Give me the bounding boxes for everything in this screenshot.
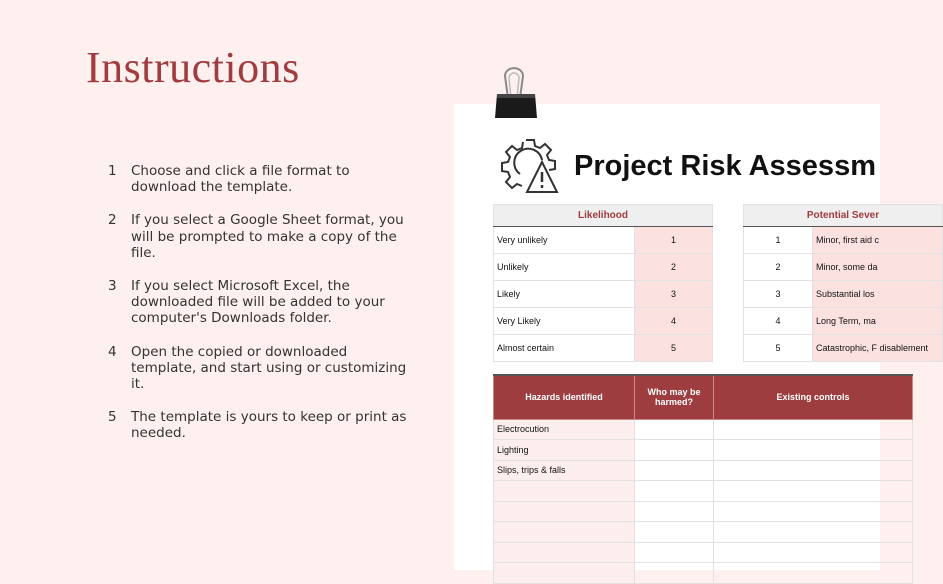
table-row (494, 254, 713, 281)
table-row (494, 308, 713, 335)
hazard-cell[interactable] (494, 501, 635, 522)
table-row (494, 227, 713, 254)
severity-score: 2 (744, 254, 813, 281)
likelihood-score: 1 (635, 227, 713, 254)
likelihood-label: Almost certain (494, 335, 635, 362)
who-harmed-cell[interactable] (635, 419, 714, 440)
likelihood-table (493, 204, 713, 362)
severity-score: 3 (744, 281, 813, 308)
hazard-cell[interactable]: Electrocution (494, 419, 635, 440)
severity-score: 4 (744, 308, 813, 335)
instruction-step (108, 163, 408, 195)
hazard-cell[interactable] (494, 481, 635, 502)
step-number: 4 (108, 343, 117, 360)
table-row (744, 281, 943, 308)
instruction-step (108, 278, 408, 327)
existing-controls-header: Existing controls (714, 375, 913, 419)
step-text: The template is yours to keep or print as needed. (131, 409, 407, 442)
severity-description: Long Term, ma (813, 308, 943, 335)
binder-clip-icon (494, 64, 538, 122)
template-preview[interactable] (454, 104, 929, 570)
likelihood-label: Very Likely (494, 308, 635, 335)
step-number: 5 (108, 409, 117, 426)
table-row (494, 440, 913, 461)
who-harmed-cell[interactable] (635, 440, 714, 461)
table-row (494, 419, 913, 440)
severity-description: Substantial los (813, 281, 943, 308)
likelihood-score: 4 (635, 308, 713, 335)
hazard-cell[interactable]: Lighting (494, 440, 635, 461)
who-harmed-cell[interactable] (635, 481, 714, 502)
table-row (494, 501, 913, 522)
step-text: Choose and click a file format to download the template. (131, 163, 350, 196)
table-row (494, 522, 913, 543)
table-row (494, 335, 713, 362)
table-row (494, 563, 913, 584)
who-harmed-header: Who may be harmed? (635, 375, 714, 419)
severity-score: 1 (744, 227, 813, 254)
gear-warning-icon (500, 136, 560, 194)
hazards-header: Hazards identified (494, 375, 635, 419)
table-row (744, 335, 943, 362)
table-row (494, 542, 913, 563)
existing-controls-cell[interactable] (714, 522, 913, 543)
who-harmed-cell[interactable] (635, 563, 714, 584)
existing-controls-cell[interactable] (714, 460, 913, 481)
table-row (494, 481, 913, 502)
table-row (494, 460, 913, 481)
table-row (744, 254, 943, 281)
severity-header: Potential Sever (744, 205, 943, 227)
instruction-step (108, 409, 408, 441)
table-row (494, 281, 713, 308)
page-title: Instructions (86, 43, 300, 92)
severity-table (743, 204, 943, 362)
step-number: 1 (108, 163, 117, 179)
existing-controls-cell[interactable] (714, 440, 913, 461)
existing-controls-cell[interactable] (714, 542, 913, 563)
existing-controls-cell[interactable] (714, 419, 913, 440)
table-row (744, 308, 943, 335)
document-title: Project Risk Assessm (574, 150, 876, 182)
hazard-cell[interactable] (494, 542, 635, 563)
likelihood-label: Unlikely (494, 254, 635, 281)
likelihood-score: 2 (635, 254, 713, 281)
likelihood-score: 3 (635, 281, 713, 308)
existing-controls-cell[interactable] (714, 481, 913, 502)
instruction-step (108, 212, 408, 261)
hazard-cell[interactable]: Slips, trips & falls (494, 460, 635, 481)
who-harmed-cell[interactable] (635, 522, 714, 543)
severity-description: Minor, some da (813, 254, 943, 281)
existing-controls-cell[interactable] (714, 501, 913, 522)
who-harmed-cell[interactable] (635, 501, 714, 522)
step-number: 3 (108, 278, 117, 295)
step-number: 2 (108, 212, 117, 229)
likelihood-score: 5 (635, 335, 713, 362)
hazard-cell[interactable] (494, 522, 635, 543)
likelihood-header: Likelihood (494, 205, 713, 227)
severity-description: Catastrophic, F disablement (813, 335, 943, 362)
severity-description: Minor, first aid c (813, 227, 943, 254)
hazard-cell[interactable] (494, 563, 635, 584)
likelihood-label: Very unlikely (494, 227, 635, 254)
hazards-table (493, 374, 913, 584)
step-text: Open the copied or downloaded template, and start using or customizing it. (131, 343, 407, 393)
existing-controls-cell[interactable] (714, 563, 913, 584)
table-row (744, 227, 943, 254)
severity-score: 5 (744, 335, 813, 362)
likelihood-label: Likely (494, 281, 635, 308)
instruction-step (108, 344, 408, 393)
step-text: If you select a Google Sheet format, you will be prompted to make a copy of the file. (131, 212, 404, 261)
who-harmed-cell[interactable] (635, 542, 714, 563)
step-text: If you select Microsoft Excel, the downloaded file will be added to your computer's Downloads folder. (131, 278, 385, 327)
who-harmed-cell[interactable] (635, 460, 714, 481)
instruction-steps (108, 163, 408, 459)
